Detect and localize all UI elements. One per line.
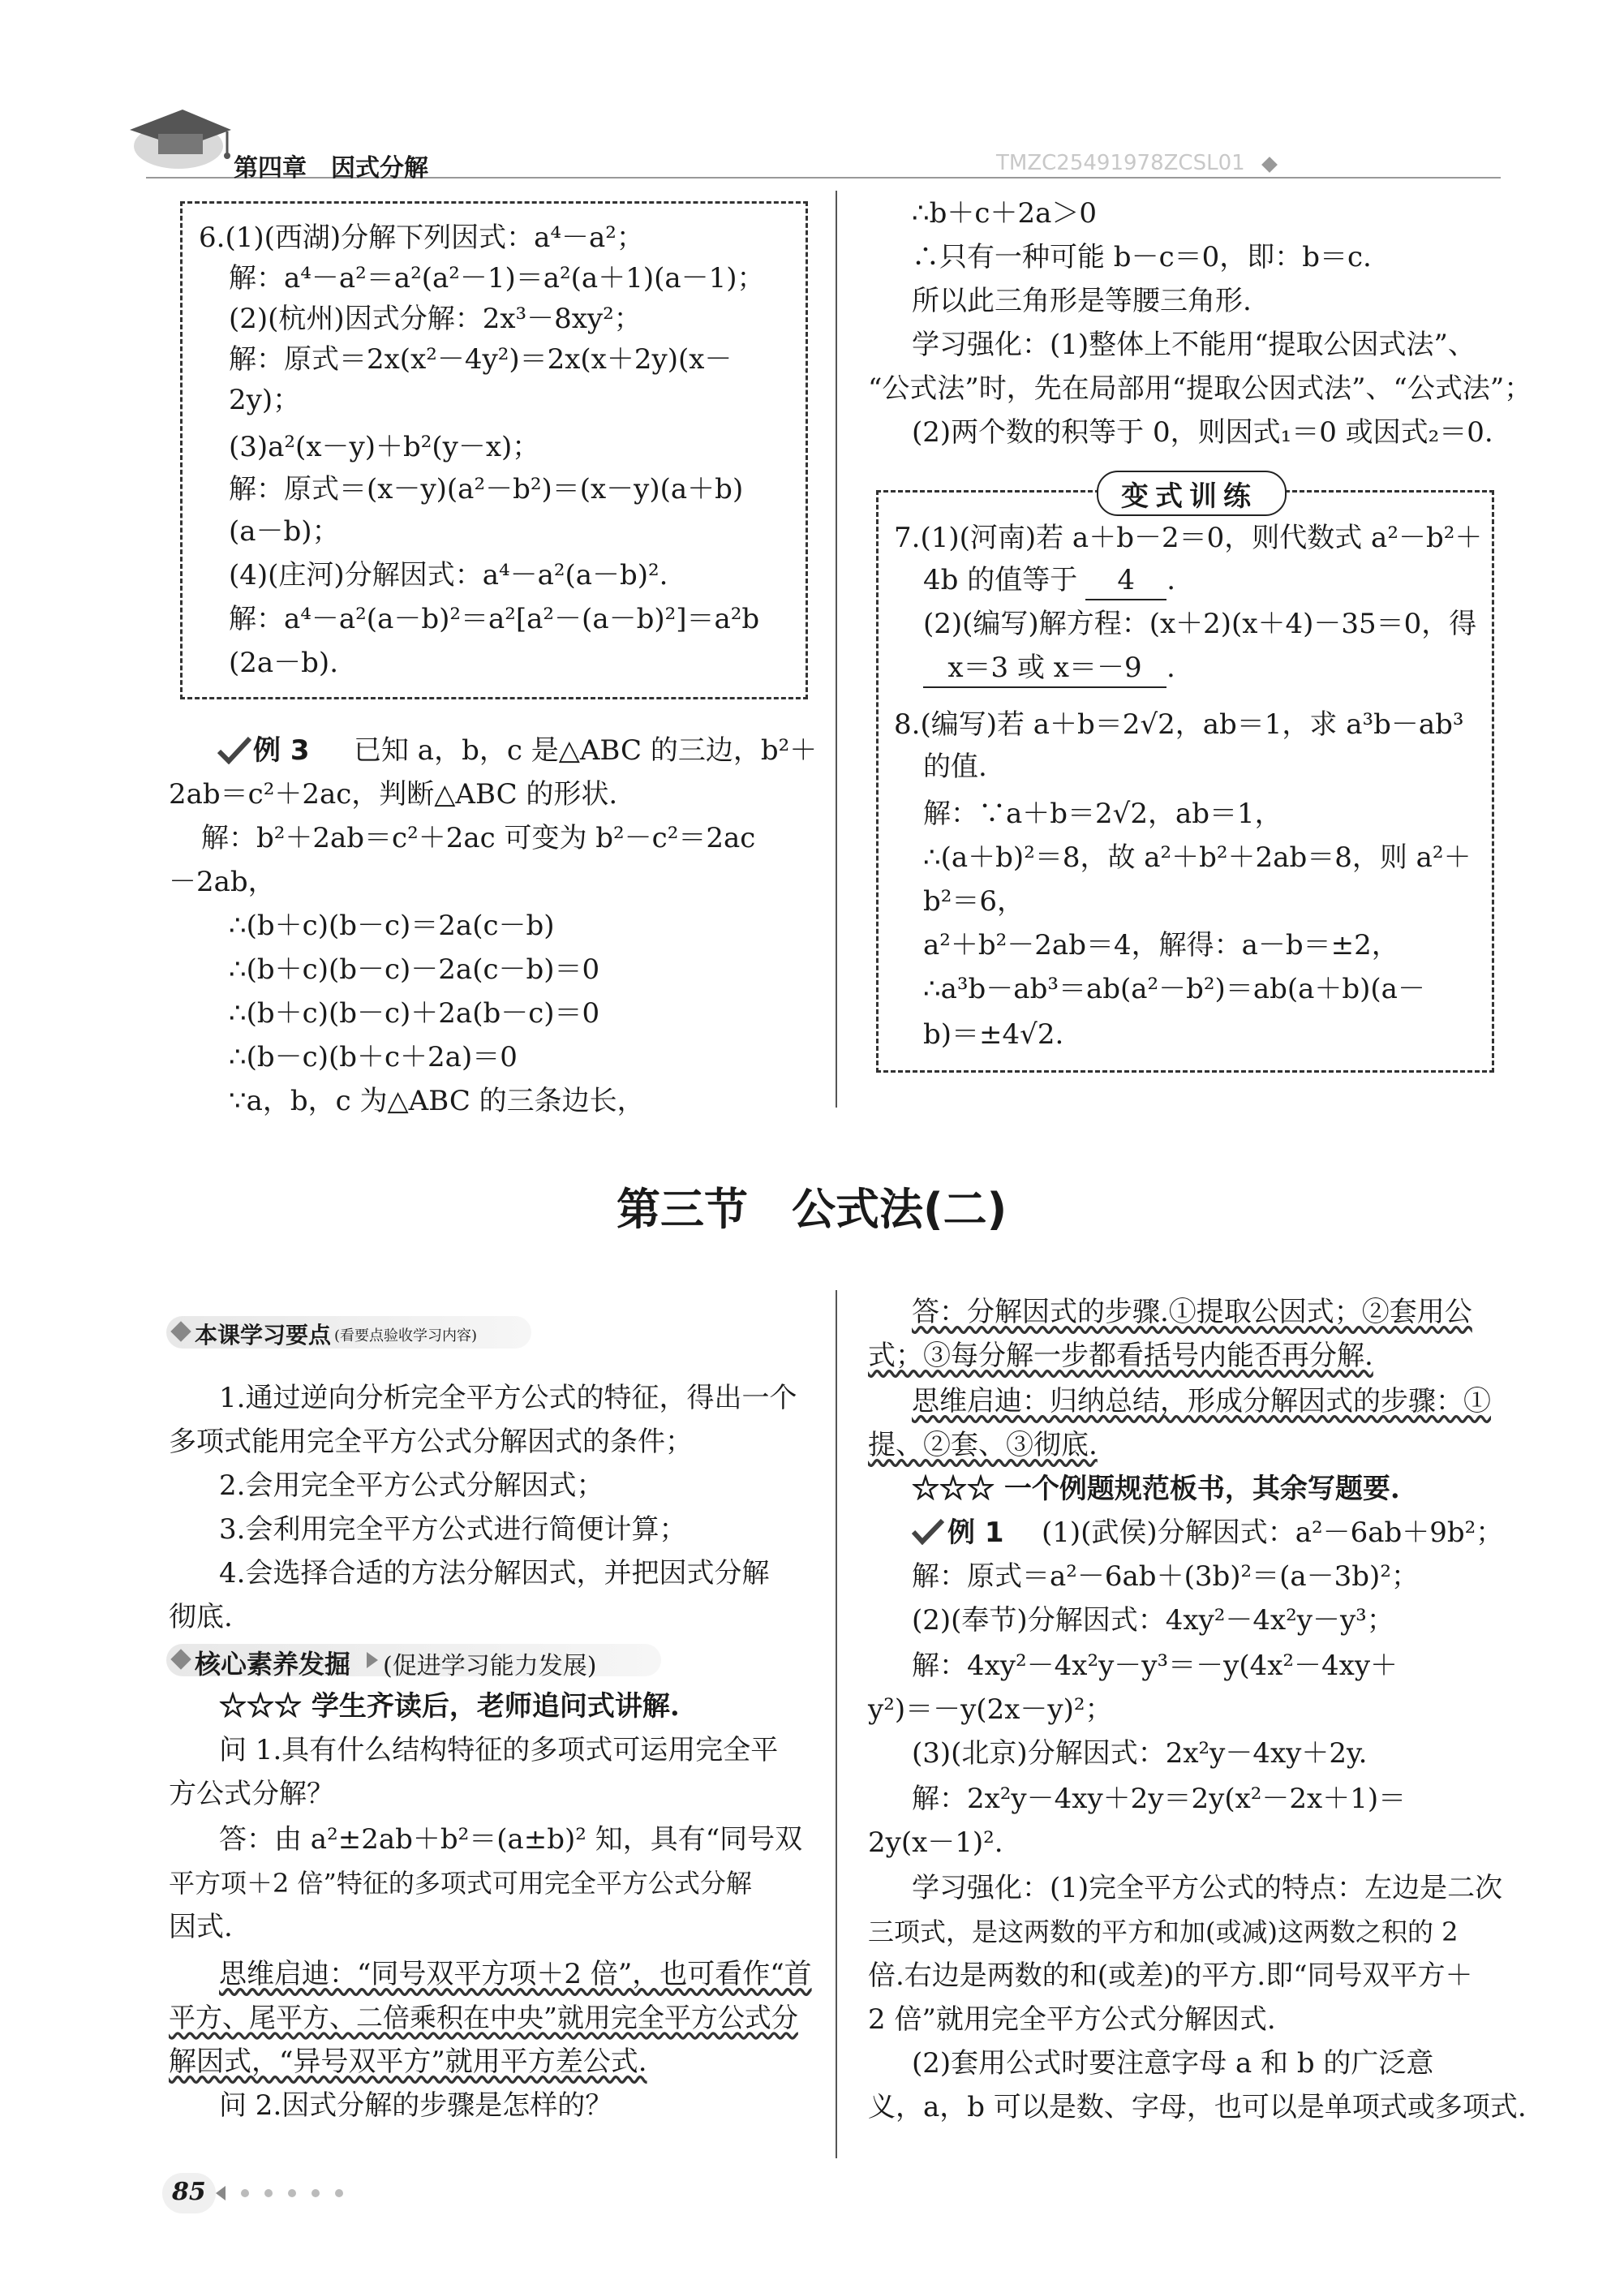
graduation-cap-icon [114,97,235,174]
qa-line: 问 2.因式分解的步骤是怎样的？ [219,2089,613,2122]
page-number: 85 [172,2178,206,2206]
q8-line: 解：∵a＋b＝2√2，ab＝1， [923,798,1282,830]
variant-title: 变式训练 [1121,480,1257,513]
points-note: (看要点验收学习内容) [334,1327,478,1344]
rb-line: 思维启迪：归纳总结，形成分解因式的步骤：① [912,1385,1491,1417]
box6-line: (3)a²(x－y)＋b²(y－x)； [229,431,540,463]
learning-point: 彻底. [169,1601,233,1633]
rb-line: (2)套用公式时要注意字母 a 和 b 的广泛意 [912,2047,1434,2080]
example1-label: 例 1 [947,1516,1004,1549]
dot-icon [311,2189,320,2197]
box6-line: (4)(庄河)分解因式：a⁴－a²(a－b)². [229,559,668,592]
qa-line: 思维启迪：“同号双平方项＋2 倍”，也可看作“首 [219,1958,812,1990]
q8-line: 的值. [923,751,987,783]
box6-line: (2)(杭州)因式分解：2x³－8xy²； [229,303,642,335]
q7-line: 7.(1)(河南)若 a＋b－2＝0，则代数式 a²－b²＋ [894,522,1483,554]
example3-line: ∴(b＋c)(b－c)＝2a(c－b) [229,910,555,942]
box6-line: 解：a⁴－a²＝a²(a²－1)＝a²(a＋1)(a－1)； [229,262,765,295]
rb-line: 答：分解因式的步骤.①提取公因式；②套用公 [912,1296,1472,1328]
learning-point: 3.会利用完全平方公式进行简便计算； [219,1513,687,1546]
q8-line: b)＝±4√2. [923,1018,1064,1051]
right-top-line: “公式法”时，先在局部用“提取公因式法”、“公式法”； [868,372,1532,405]
right-top-line: (2)两个数的积等于 0，则因式₁＝0 或因式₂＝0. [912,416,1493,449]
example3-line: 解：b²＋2ab＝c²＋2ac 可变为 b²－c²＝2ac [201,822,756,854]
box6-line: (2a－b). [229,647,339,679]
dot-icon [241,2189,249,2197]
rb-line: 2y(x－1)². [868,1826,1003,1859]
example3-line: ∴(b＋c)(b－c)－2a(c－b)＝0 [229,953,600,986]
rb-line: 提、②套、③彻底. [868,1429,1098,1461]
example3-line: －2ab， [169,866,276,898]
q8-line: 8.(编写)若 a＋b＝2√2，ab＝1，求 a³b－ab³ [894,708,1464,741]
header-diamond-icon [1261,157,1278,173]
dot-icon [264,2189,273,2197]
chapter-title: 第四章 因式分解 [234,154,428,183]
document-code: TMZC25491978ZCSL01 [996,151,1245,175]
box6-line: 6.(1)(西湖)分解下列因式：a⁴－a²； [199,222,644,254]
q7-line2-prefix: 4b 的值等于 [923,564,1078,596]
right-top-line: 所以此三角形是等腰三角形. [912,285,1252,317]
core-note: (促进学习能力发展) [383,1652,597,1680]
column-divider-top [836,191,837,1108]
q7-answer2: x＝3 或 x＝－9 [923,649,1166,688]
example3-label: 例 3 [253,734,310,767]
rb-line: 2 倍”就用完全平方公式分解因式. [868,2003,1276,2036]
example3-line: 已知 a，b，c 是△ABC 的三边，b²＋ [354,734,818,767]
example3-line: ∵a，b，c 为△ABC 的三条边长， [229,1085,645,1117]
checkmark-icon [912,1519,944,1545]
rb-line: y²)＝－y(2x－y)²； [868,1693,1113,1726]
box6-line: 解：原式＝2x(x²－4y²)＝2x(x＋2y)(x－ [229,343,733,376]
rb-line: (3)(北京)分解因式：2x²y－4xy＋2y. [912,1737,1368,1770]
rb-line: 三项式，是这两数的平方和加(或减)这两数之积的 2 [868,1916,1459,1947]
q8-line: ∴a³b－ab³＝ab(a²－b²)＝ab(a＋b)(a－ [923,973,1425,1005]
header-logo [114,97,235,174]
rb-line: 学习强化：(1)完全平方公式的特点：左边是二次 [912,1872,1503,1904]
section-title: 第三节 公式法(二) [617,1184,1007,1235]
right-top-line: ∴b＋c＋2a＞0 [912,197,1097,230]
example3-line: 2ab＝c²＋2ac，判断△ABC 的形状. [169,778,618,811]
rb-line: 式；③每分解一步都看括号内能否再分解. [868,1340,1373,1372]
q8-line: b²＝6， [923,885,1025,918]
q7-line4: x＝3 或 x＝－9 . [923,649,1175,688]
box6-line: (a－b)； [229,515,340,548]
q8-line: ∴(a＋b)²＝8，故 a²＋b²＋2ab＝8，则 a²＋ [923,841,1471,874]
q7-line2: 4b 的值等于 4 . [923,561,1175,600]
rb-line: (1)(武侯)分解因式：a²－6ab＋9b²； [1042,1516,1504,1549]
rb-line: 解：原式＝a²－6ab＋(3b)²＝(a－3b)²； [912,1560,1419,1593]
qa-line: 平方项＋2 倍”特征的多项式可用完全平方公式分解 [169,1868,752,1899]
qa-line: 因式. [169,1911,233,1943]
qa-line: 问 1.具有什么结构特征的多项式可运用完全平 [219,1734,779,1766]
box6-line: 2y)； [229,384,301,416]
rb-line: 倍.右边是两数的和(或差)的平方.即“同号双平方＋ [868,1960,1473,1992]
arrow-right-icon [367,1652,378,1668]
page-dots [216,2184,343,2200]
rb-line: 解：4xy²－4x²y－y³＝－y(4x²－4xy＋ [912,1650,1398,1682]
learning-point: 2.会用完全平方公式分解因式； [219,1469,604,1502]
right-top-line: ∴只有一种可能 b－c＝0，即：b＝c. [912,241,1372,273]
learning-point: 多项式能用完全平方公式分解因式的条件； [169,1426,693,1458]
q7-answer: 4 [1085,561,1166,600]
checkmark-icon [217,737,251,764]
right-top-line: 学习强化：(1)整体上不能用“提取公因式法”、 [912,329,1476,361]
learning-point: 4.会选择合适的方法分解因式，并把因式分解 [219,1557,770,1590]
arrow-left-icon [216,2186,226,2200]
example3-line: ∴(b＋c)(b－c)＋2a(b－c)＝0 [229,997,600,1030]
q8-line: a²＋b²－2ab＝4，解得：a－b＝±2， [923,929,1399,961]
box6-line: 解：原式＝(x－y)(a²－b²)＝(x－y)(a＋b) [229,473,744,505]
qa-line: 平方、尾平方、二倍乘积在中央”就用完全平方公式分 [169,2002,798,2033]
column-divider-bottom [836,1290,837,2158]
rb-line: ☆☆☆ 一个例题规范板书，其余写题要. [912,1473,1400,1505]
rb-line: 义，a，b 可以是数、字母，也可以是单项式或多项式. [868,2091,1527,2123]
example3-line: ∴(b－c)(b＋c＋2a)＝0 [229,1041,518,1073]
qa-line: 方公式分解？ [169,1778,334,1810]
qa-line: 解因式，“异号双平方”就用平方差公式. [169,2046,647,2078]
learning-point: 1.通过逆向分析完全平方公式的特征，得出一个 [219,1382,797,1414]
rb-line: 解：2x²y－4xy＋2y＝2y(x²－2x＋1)＝ [912,1783,1407,1815]
core-title: 核心素养发掘 [195,1649,351,1680]
box6-line: 解：a⁴－a²(a－b)²＝a²[a²－(a－b)²]＝a²b [229,603,760,635]
dot-icon [335,2189,343,2197]
qa-line: 答：由 a²±2ab＋b²＝(a±b)² 知，具有“同号双 [219,1823,803,1856]
dot-icon [288,2189,296,2197]
q7-line: (2)(编写)解方程：(x＋2)(x＋4)－35＝0，得 [923,608,1477,640]
rb-line: (2)(奉节)分解因式：4xy²－4x²y－y³； [912,1604,1394,1637]
points-title: 本课学习要点 [195,1322,332,1349]
stars-line: ☆☆☆ 学生齐读后，老师追问式讲解. [219,1690,680,1723]
